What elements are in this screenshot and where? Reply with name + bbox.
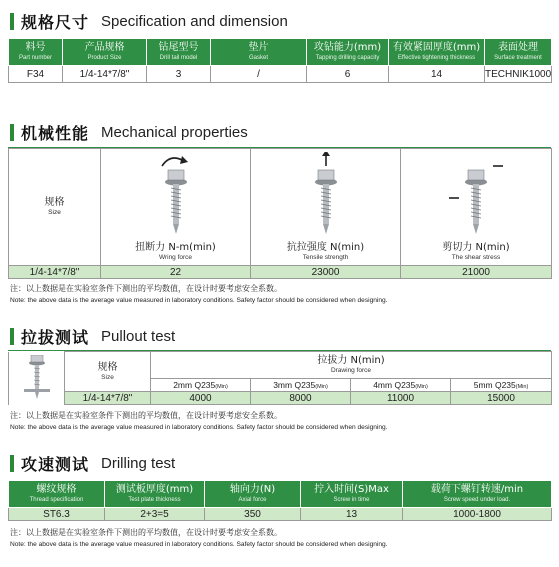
pull-value: 11000 (351, 392, 451, 405)
spec-header-cell: 表面处理 Surface treatment (485, 39, 552, 66)
spec-header-cell: 料号 Part number (9, 39, 63, 66)
pull-sub-header: 2mm Q235(Min) (151, 379, 251, 392)
drill-table (8, 480, 552, 521)
pull-size-value: 1/4-14*7/8" (65, 392, 151, 405)
mech-size-value: 1/4-14*7/8" (9, 266, 101, 279)
pull-note-cn: 注：以上数据是在实验室条件下测出的平均数值，在设计时要考虑安全系数。 (10, 411, 282, 420)
pull-image-cell (9, 352, 65, 405)
spec-cell: 3 (147, 66, 211, 83)
mech-note-en: Note: the above data is the average value measured in laboratory conditions. Safety factor should be considered when designing. (10, 297, 388, 304)
drill-cell: 350 (205, 508, 301, 521)
section-bar (10, 455, 14, 472)
drill-cell: 1000-1800 (403, 508, 552, 521)
pull-section-header (10, 326, 175, 346)
drill-note-cn: 注：以上数据是在实验室条件下测出的平均数值，在设计时要考虑安全系数。 (10, 528, 282, 537)
spec-header-cell: 垫片 Gasket (211, 39, 307, 66)
drill-cell: 13 (301, 508, 403, 521)
section-bar (10, 124, 14, 141)
pull-table (8, 351, 552, 405)
pullout-screw-icon (22, 355, 52, 401)
pull-sub-header: 5mm Q235(Min) (451, 379, 552, 392)
pull-force-header: 拉拔力 N(min) Drawing force (151, 352, 552, 379)
drill-header-cell: 拧入时间(S)Max Screw in time (301, 481, 403, 508)
pull-value: 8000 (251, 392, 351, 405)
spec-cell: 1/4-14*7/8" (63, 66, 147, 83)
shear-screw-icon (441, 152, 511, 240)
section-bar (10, 13, 14, 30)
spec-header-cell: 产品规格 Product Size (63, 39, 147, 66)
mech-value: 21000 (401, 266, 552, 279)
spec-cell: TECHNIK1000 (485, 66, 552, 83)
spec-header-cell: 攻钻能力(mm) Tapping drilling capacity (307, 39, 389, 66)
drill-section-header (10, 453, 175, 473)
mech-wring-cell: 扭断力 N-m(min) Wring force (101, 149, 251, 266)
spec-section-header (10, 11, 288, 31)
mech-title-en: Mechanical properties (101, 123, 248, 141)
pull-value: 4000 (151, 392, 251, 405)
spec-cell: 6 (307, 66, 389, 83)
pull-sub-header: 4mm Q235(Min) (351, 379, 451, 392)
spec-cell: / (211, 66, 307, 83)
drill-header-cell: 测试板厚度(mm) Test plate thickness (105, 481, 205, 508)
wring-screw-icon (146, 152, 206, 240)
drill-header-cell: 载荷下螺钉转速/min Screw speed under load. (403, 481, 552, 508)
drill-note-en: Note: the above data is the average value measured in laboratory conditions. Safety factor should be considered when designing. (10, 541, 388, 548)
spec-header-cell: 有效紧固厚度(mm) Effective tightening thickness (389, 39, 485, 66)
pull-title-en: Pullout test (101, 327, 176, 345)
pull-value: 15000 (451, 392, 552, 405)
spec-title-cn: 规格尺寸 (21, 12, 90, 32)
spec-table (8, 38, 552, 83)
spec-cell: 14 (389, 66, 485, 83)
pull-title-cn: 拉拔测试 (21, 327, 90, 347)
drill-header-cell: 轴向力(N) Axial force (205, 481, 301, 508)
drill-header-cell: 螺纹规格 Thread specification (9, 481, 105, 508)
spec-header-cell: 钻尾型号 Drill tail model (147, 39, 211, 66)
drill-title-cn: 攻速测试 (21, 454, 90, 474)
pull-note-en: Note: the above data is the average value measured in laboratory conditions. Safety factor should be considered when designing. (10, 424, 388, 431)
drill-cell: 2+3=5 (105, 508, 205, 521)
spec-title-en: Specification and dimension (101, 12, 288, 30)
tensile-screw-icon (296, 152, 356, 240)
pull-size-header: 规格 Size (65, 352, 151, 392)
mech-value: 22 (101, 266, 251, 279)
mech-note-cn: 注：以上数据是在实验室条件下测出的平均数值，在设计时要考虑安全系数。 (10, 284, 282, 293)
mech-shear-cell: 剪切力 N(min) The shear stress (401, 149, 552, 266)
section-bar (10, 328, 14, 345)
spec-cell: F34 (9, 66, 63, 83)
mech-value: 23000 (251, 266, 401, 279)
mech-table (8, 148, 552, 279)
pull-sub-header: 3mm Q235(Min) (251, 379, 351, 392)
mech-title-cn: 机械性能 (21, 123, 90, 143)
mech-tensile-cell: 抗拉强度 N(min) Tensile strength (251, 149, 401, 266)
drill-cell: ST6.3 (9, 508, 105, 521)
drill-title-en: Drilling test (101, 454, 176, 472)
mech-section-header (10, 122, 248, 142)
mech-size-header: 规格 Size (9, 149, 101, 266)
